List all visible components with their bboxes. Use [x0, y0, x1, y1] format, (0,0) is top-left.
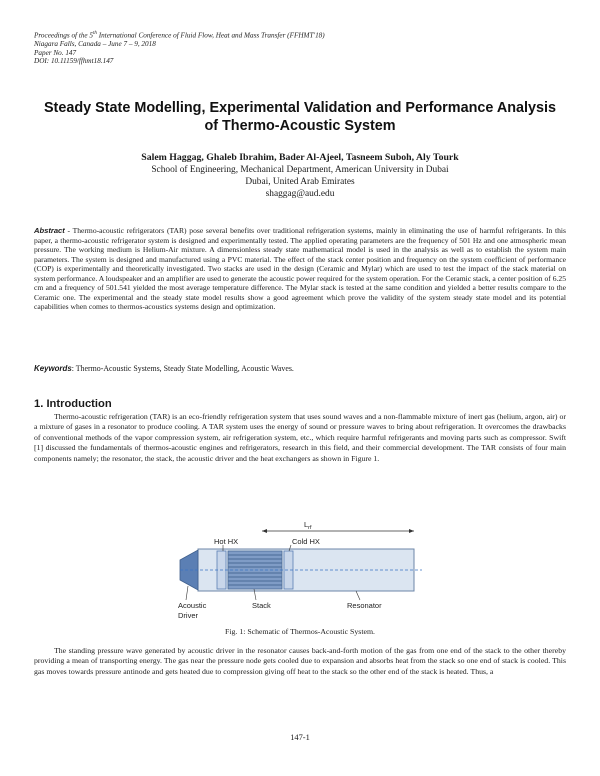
driver-label: Driver [178, 611, 198, 620]
section-heading-introduction: 1. Introduction [34, 398, 112, 410]
keywords-label: Keywords [34, 364, 72, 373]
abstract-label: Abstract [34, 226, 65, 235]
acoustic-label: Acoustic [178, 601, 207, 610]
proceedings-header [34, 30, 325, 66]
header-line-4: DOI: 10.11159/ffhmt18.147 [34, 57, 114, 66]
keywords [34, 364, 566, 374]
header-line-1: Proceedings of the 5th International Conference of Fluid Flow, Heat and Mass Transfer (FFHMT'18) [34, 31, 325, 40]
length-arrow-left [262, 529, 267, 533]
affiliation [40, 164, 560, 200]
keywords-text: : Thermo-Acoustic Systems, Steady State Modelling, Acoustic Waves. [71, 364, 294, 373]
figure-caption: Fig. 1: Schematic of Thermos-Acoustic System. [225, 627, 375, 636]
cold-hx-label: Cold HX [292, 537, 320, 546]
introduction-paragraph-1: Thermo-acoustic refrigeration (TAR) is an eco-friendly refrigeration system that uses sound waves and a non-flammable mixture of inert gas (helium, argon, air) or a mixture of gases in a resonator to produce cooling. A TAR system uses the energy of sound or pressure waves to bring about refrigeration. It overcomes the drawbacks of conventional methods of the vapor compression system, air refrigeration system, etc., which require harmful refrigerants and moving parts such as compressor. Swift [1] discussed the fundamentals of thermos-acoustic engines and refrigerators, research in this field, and their commercial development. The TAR consists of four main components namely; the resonator, the stack, the acoustic driver and the heat exchangers as shown in Figure 1. [34, 412, 566, 463]
abstract [34, 226, 566, 312]
author-email: shaggag@aud.edu [265, 189, 335, 199]
introduction-paragraph-2: The standing pressure wave generated by acoustic driver in the resonator causes back-and-forth motion of the gas from one end of the stack to the other thereby providing a mean of transporting energy. The gas near the pressure node gets cooled due to expansion and absorbs heat from the stack so one end of stack is cooled. This gas moves towards pressure antinode and gets heated due to compression giving off heat to the stack so the other end of the stack is heated. Thus, a [34, 646, 566, 676]
abstract-text: - Thermo-acoustic refrigerators (TAR) pose several benefits over traditional refrigeration systems, mainly in eliminating the use of harmful refrigerants. In this paper, a thermo-acoustic refrigerator system is designed and experimentally tested. The applied operating parameters are the frequency of 501 Hz and one atmospheric mean pressure. The working medium is Helium-Air mixture. A dimensionless steady state mathematical model is used in the analysis as well as to establish the system main parameters. The system is designed and manufactured using a PVC material. The effect of the stack center position and frequency on the system coefficient of performance (COP) is experimentally and theoretically investigated. Two stacks are used in the design (Ceramic and Mylar) which are used to test the impact of the stack material on system performance. A loudspeaker and an amplifier are used to generate the acoustic power required for the system operation. For the Ceramic stack, a center position of 6.25 cm and a frequency of 501.541 yielded the most average temperature difference. The Mylar stack is tested at the same condition and yielded a better results compare to the Ceramic one. The experimental and the steady state model results show a good agreement which prove the validity of the system steady state model and its potential capabilities when comes to thermos-acoustics systems design and optimization. [34, 226, 567, 312]
driver-pointer [186, 586, 188, 600]
hot-hx-label: Hot HX [214, 537, 239, 546]
header-line-2: Niagara Falls, Canada – June 7 – 9, 2018 [34, 39, 156, 48]
length-label: $L_{rf}$ [304, 520, 312, 531]
paper-title: Steady State Modelling, Experimental Validation and Performance Analysis of Thermo-Acoustic System [43, 100, 557, 134]
length-arrow-right [409, 529, 414, 533]
stack-label: Stack [252, 601, 271, 610]
page-number: 147-1 [290, 733, 310, 742]
header-line-3: Paper No. 147 [34, 48, 77, 57]
tar-schematic-figure [176, 516, 426, 628]
affiliation-line-1: School of Engineering, Mechanical Department, American University in Dubai [151, 165, 449, 175]
resonator-pointer [356, 591, 360, 600]
author-list: Salem Haggag, Ghaleb Ibrahim, Bader Al-Ajeel, Tasneem Suboh, Aly Tourk [141, 152, 459, 163]
resonator-label: Resonator [347, 601, 382, 610]
affiliation-line-2: Dubai, United Arab Emirates [245, 177, 355, 187]
